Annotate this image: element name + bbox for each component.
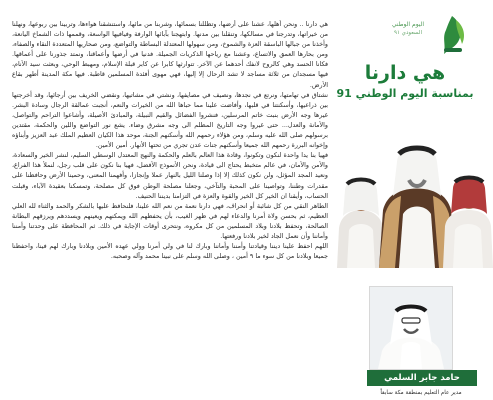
article-paragraph: الطاهر النقي من كل شائبة أو انحراف، فهي دارنا نعمة من نعم الله علينا، فلنحافظ عليها بالشكر والحمد والثناء لله العلي العظيم، ثم بحسن ولاة أمرنا والدعاء لهم في ظهر الغيب، بأن يحفظهم الله ويمكنهم ويعينهم ويسددهم ويرزقهم البطانة الصالحة، وتحفظ بلادنا وبلاد المسلمين من كل مكروه، ونتحرى أوقات الإجابة في ذلك. ثم المحافظة على وحدتنا وأمننا وأماننا وأن نعمل الجاد لخير بلادنا ورفعتها.	[12, 202, 328, 240]
logo-text	[384, 20, 432, 38]
header-panel	[327, 0, 493, 400]
author-name: حامد جابر السلمي	[367, 370, 477, 386]
article-paragraph: هي دارنا .. ونحن أهلها، عشنا على أرضها، وتظللنا بسمائها، وشربنا من مائها، واستنشقنا هواءها، وتربينا بين ربوعها، ونهلنا من خيراتها، وتدرجنا في مسالكها، وتنقلنا بين مدنها. وابتهجنا بآبائها الوارفة وفيافيها الواسعة، وقممها ذات الشماخ اليانعة، وأخذنا من جبالها الباسقة العزة والشموخ، ومن سهولها المعتدلة البساطة والتواضع، ومن صحاريها المتعددة النقاء والصفاء، ومن بحارها العمق والاتساع، وعشنا مع رياحها الذكريات الجميلة. فدنيا في أرضها وأعماقنا، ونمتد جذورنا على أعماقها. فكانا الحسد وهي كالروح لانفك أحدهما عن الآخر. تتوارثها كابرا عن كابر قبلة الإسلام، ومهبط الوحي، وبعثت سيد الأنام، فيها مسجدان من ثلاثة مساجد لا تشد الرحال إلا إليها، فهي مهوى أفئدة المسلمين قاطبة. فيها مكة المدينة أطهر بقاع الأرض.	[12, 21, 328, 89]
article-paragraph: نشتاق في تهامتها، ونرتع في نجدها، ونصيف في مصايفها، ونشتي في مشاتيها، ونقضي الخريف بين أرجائها، وقد أخرجتها بين ذراعيها، وأسكنتنا في قلبها، وأفاضت علينا مما حباها الله من الخيرات والنعم، أنجبت عمالقة الرجال وسادة البشر. غيرها وجه الأرض بنبت خاتم المرسلين، فنشروا الفضائل والقيم النبيلة، والمبادئ الأصيلة، وأشاعوا التراحم والتواصل، والأمانة والعدل... حتى غيروا وجه التاريخ المظلم الى وجه مشرق وضاء. يشع نور التواضع واللين والحكمة، مقتدين برسولهم صلى الله عليه وسلم، ومن هؤلاء رحمهم الله وأسكنهم الجنة، موحد هذا الكيان العظيم الملك عبد العزيز وأبناؤه وإخوانه البررة رحمهم الله جميعا وأسكنهم جنات عدن تجري من تحتها الأنهار. أمين الأمين.	[12, 91, 328, 150]
article-title: هي دارنا	[364, 62, 446, 84]
author-photo	[369, 286, 453, 370]
article-body	[12, 20, 328, 392]
article-paragraph: اللهم احفظ علينا ديننا وقيادتنا وأمننا وأماننا وبارك لنا في ولي أمرنا وولي عهده الأمين وبلادنا وبارك لهم فينا، واحفظنا جميعا وبلادنا من كل سوء ما ٩ أمين ، وصلى الله وسلم على نبينا محمد وآله وصحبه.	[12, 243, 328, 261]
author-role: مدير عام التعليم بمنطقة مكة سابقاً	[380, 390, 462, 396]
article-paragraph: فهيا بنا يدا واحدة لنكون وتكونوا، وقادة هذا العالم بالعلم والحكمة والنهج المعتدل الوسطي السليم، لنشر الخير والسعادة، والأمن والأمان، في عالم متخبط يحتاج الى قيادة، ونحن الأنموذج الأفضل، فهيا بنا نكون على قلب رجل، لنملأ هذا الفراغ، ونعيد المجد المؤثل، ولن نكون كذلك إلا إذا وصلنا الليل بالنهار عملا وإنجازا، وأفهمنا المعنى، وحمينا الأرض وحافظنا على مقدرات وطننا، وتواصينا على المحبة والتآخي، وجعلنا مصلحة الوطن فوق كل مصلحة، وتمسكنا بعقيدة الآباء، وقبلت الحساب، وأيقنا ان الخير كل الخير والقوة والعزة في التزامنا بديننا الحنيف.	[12, 152, 328, 200]
logo-line-2: السعودي ٩١	[393, 30, 423, 36]
article-subtitle: بمناسبة اليوم الوطني 91	[336, 87, 474, 100]
logo-mark-icon	[436, 14, 468, 56]
logo-line-1: اليوم الوطني	[391, 21, 425, 28]
national-day-logo	[388, 14, 468, 56]
leaders-photo	[327, 118, 493, 268]
